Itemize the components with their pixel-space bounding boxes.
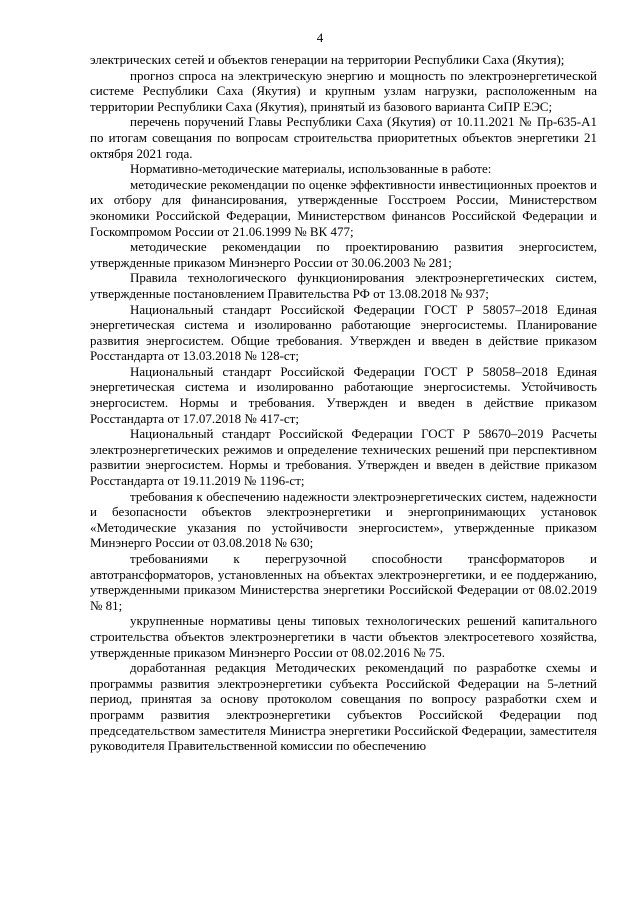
paragraph: Правила технологического функционирования электроэнергетических систем, утвержденные постановлением Правительства РФ от 13.08.2018 № 937; <box>90 270 597 301</box>
paragraph: доработанная редакция Методических рекомендаций по разработке схемы и программы развития электроэнергетики субъекта Российской Федерации на 5-летний период, принятая за основу протоколом совещания по вопросу разработки схем и программ развития электроэнергетики субъектов Российской Федерации под председательством заместителя Министра энергетики Российской Федерации, заместителя руководителя Правительственной комиссии по обеспечению <box>90 660 597 754</box>
paragraph: методические рекомендации по проектированию развития энергосистем, утвержденные приказом Минэнерго России от 30.06.2003 № 281; <box>90 239 597 270</box>
paragraph: Национальный стандарт Российской Федерации ГОСТ Р 58670–2019 Расчеты электроэнергетических режимов и определение технических решений при перспективном развитии энергосистем. Нормы и требования. Утвержден и введен в действие приказом Росстандарта от 19.11.2019 № 1196-ст; <box>90 426 597 489</box>
paragraph: Национальный стандарт Российской Федерации ГОСТ Р 58057–2018 Единая энергетическая система и изолированно работающие энергосистемы. Планирование развития энергосистем. Общие требования. Утвержден и введен в действие приказом Росстандарта от 13.03.2018 № 128-ст; <box>90 301 597 364</box>
paragraph: требованиями к перегрузочной способности трансформаторов и автотрансформаторов, установленных на объектах электроэнергетики, и ее поддержанию, утвержденными приказом Министерства энергетики Российской Федерации от 08.02.2019 № 81; <box>90 551 597 613</box>
paragraph: электрических сетей и объектов генерации на территории Республики Саха (Якутия); <box>90 52 565 67</box>
paragraph: требования к обеспечению надежности электроэнергетических систем, надежности и безопасности объектов электроэнергетики и энергопринимающих установок «Методические указания по устойчивости энергосистем», утвержденные приказом Минэнерго России от 03.08.2018 № 630; <box>90 488 597 551</box>
document-body <box>90 52 597 754</box>
section-heading: Нормативно-методические материалы, использованные в работе: <box>130 161 492 177</box>
paragraph: методические рекомендации по оценке эффективности инвестиционных проектов и их отбору для финансирования, утвержденные Госстроем России, Министерством экономики Российской Федерации, Министерством финансов Российской Федерации и Госкомпромом России от 21.06.1999 № ВК 477; <box>90 176 597 239</box>
page-number: 4 <box>316 30 324 45</box>
paragraph: перечень поручений Главы Республики Саха (Якутия) от 10.11.2021 № Пр-635-А1 по итогам совещания по вопросам строительства приоритетных объектов энергетики 21 октября 2021 года. <box>90 114 597 161</box>
paragraph: прогноз спроса на электрическую энергию и мощность по электроэнергетической системе Республики Саха (Якутия) и крупным узлам нагрузки, расположенным на территории Республики Саха (Якутия), принятый из базового варианта СиПР ЕЭС; <box>90 67 597 114</box>
paragraph: укрупненные нормативы цены типовых технологических решений капитального строительства объектов электроэнергетики в части объектов электросетевого хозяйства, утвержденные приказом Минэнерго России от 08.02.2016 № 75. <box>90 613 597 660</box>
paragraph: Национальный стандарт Российской Федерации ГОСТ Р 58058–2018 Единая энергетическая система и изолированно работающие энергосистемы. Устойчивость энергосистем. Нормы и требования. Утвержден и введен в действие приказом Росстандарта от 17.07.2018 № 417-ст; <box>90 363 597 426</box>
